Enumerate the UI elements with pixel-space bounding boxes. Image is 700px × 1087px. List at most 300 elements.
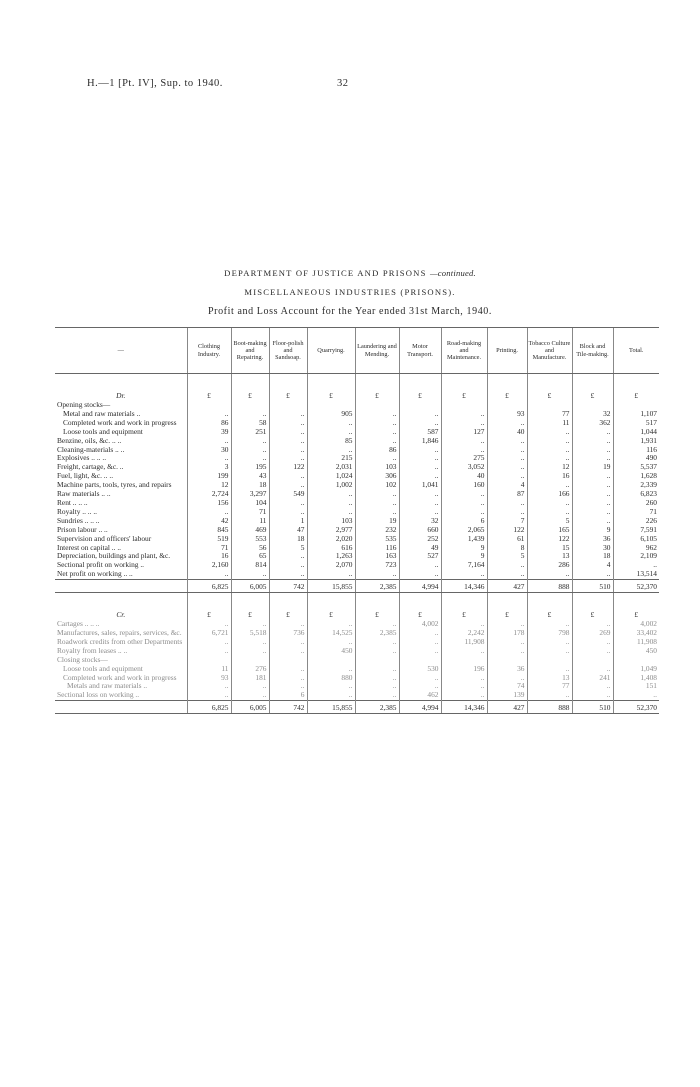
- value-cell: 13,514: [613, 570, 659, 579]
- row-label: Net profit on working .. ..: [57, 569, 133, 579]
- value-cell: 71: [187, 544, 231, 553]
- currency-symbol: £: [572, 388, 613, 401]
- value-cell: 43: [231, 472, 269, 481]
- value-cell: 260: [613, 499, 659, 508]
- row-label: Loose tools and equipment: [63, 663, 143, 673]
- row-label: Fuel, light, &c. .. ..: [57, 471, 114, 481]
- value-cell: ..: [187, 647, 231, 656]
- total-value: 888: [527, 701, 572, 714]
- value-cell: 2,109: [613, 552, 659, 561]
- value-cell: ..: [307, 499, 355, 508]
- empty-cell: [187, 374, 231, 389]
- value-cell: 166: [527, 490, 572, 499]
- value-cell: 1,049: [613, 665, 659, 674]
- total-value: 6,005: [231, 580, 269, 593]
- value-cell: 535: [355, 535, 399, 544]
- row-label: Freight, cartage, &c. ..: [57, 462, 124, 472]
- value-cell: ..: [231, 620, 269, 629]
- value-cell: 9: [441, 544, 487, 553]
- value-cell: 616: [307, 544, 355, 553]
- value-cell: 517: [613, 419, 659, 428]
- value-cell: 40: [487, 428, 527, 437]
- value-cell: 103: [355, 463, 399, 472]
- value-cell: ..: [527, 428, 572, 437]
- value-cell: 16: [187, 552, 231, 561]
- value-cell: ..: [441, 620, 487, 629]
- value-cell: 12: [527, 463, 572, 472]
- spacer-row: [55, 593, 659, 608]
- value-cell: 1,107: [613, 410, 659, 419]
- value-cell: 723: [355, 561, 399, 570]
- value-cell: 553: [231, 535, 269, 544]
- row-label: Raw materials .. ..: [57, 489, 111, 499]
- value-cell: ..: [269, 682, 307, 691]
- value-cell: 1,628: [613, 472, 659, 481]
- value-cell: 1,041: [399, 481, 441, 490]
- value-cell: ..: [572, 481, 613, 490]
- value-cell: ..: [355, 620, 399, 629]
- value-cell: 814: [231, 561, 269, 570]
- value-cell: 362: [572, 419, 613, 428]
- value-cell: 1,002: [307, 481, 355, 490]
- value-cell: ..: [231, 446, 269, 455]
- value-cell: ..: [399, 682, 441, 691]
- value-cell: ..: [269, 620, 307, 629]
- value-cell: 85: [307, 437, 355, 446]
- value-cell: ..: [572, 428, 613, 437]
- row-label: Royalty .. .. ..: [57, 506, 98, 516]
- empty-cell: [269, 374, 307, 389]
- value-cell: ..: [231, 437, 269, 446]
- value-cell: 4,002: [613, 620, 659, 629]
- value-cell: ..: [187, 638, 231, 647]
- value-cell: 42: [187, 517, 231, 526]
- value-cell: ..: [269, 428, 307, 437]
- empty-cell: [307, 593, 355, 608]
- value-cell: 7: [487, 517, 527, 526]
- value-cell: 2,070: [307, 561, 355, 570]
- section-title: MISCELLANEOUS INDUSTRIES (PRISONS).: [244, 287, 456, 297]
- currency-symbol: £: [487, 388, 527, 401]
- value-cell: 151: [613, 682, 659, 691]
- dr-heading: Dr.: [116, 391, 126, 401]
- value-cell: 880: [307, 674, 355, 683]
- value-cell: ..: [527, 446, 572, 455]
- value-cell: 56: [231, 544, 269, 553]
- spacer-cell: [55, 593, 187, 608]
- row-label: Interest on capital .. ..: [57, 542, 122, 552]
- value-cell: 905: [307, 410, 355, 419]
- value-cell: ..: [572, 647, 613, 656]
- value-cell: 6: [269, 691, 307, 700]
- total-value: 52,370: [613, 701, 659, 714]
- total-value: 6,825: [187, 701, 231, 714]
- value-cell: ..: [269, 674, 307, 683]
- value-cell: ..: [231, 682, 269, 691]
- value-cell: ..: [231, 691, 269, 700]
- value-cell: ..: [231, 454, 269, 463]
- value-cell: ..: [487, 472, 527, 481]
- value-cell: ..: [231, 647, 269, 656]
- value-cell: ..: [269, 570, 307, 579]
- empty-cell: [572, 593, 613, 608]
- value-cell: 2,031: [307, 463, 355, 472]
- value-cell: 530: [399, 665, 441, 674]
- value-cell: 11: [527, 419, 572, 428]
- table-row: [55, 570, 659, 579]
- value-cell: ..: [269, 437, 307, 446]
- value-cell: 16: [527, 472, 572, 481]
- value-cell: ..: [441, 508, 487, 517]
- row-label: Royalty from leases .. ..: [57, 645, 128, 655]
- column-header: Total.: [613, 328, 659, 374]
- value-cell: ..: [487, 463, 527, 472]
- value-cell: ..: [487, 638, 527, 647]
- value-cell: ..: [187, 570, 231, 579]
- value-cell: ..: [441, 691, 487, 700]
- total-value: 52,370: [613, 580, 659, 593]
- value-cell: ..: [399, 472, 441, 481]
- value-cell: ..: [572, 691, 613, 700]
- value-cell: ..: [613, 561, 659, 570]
- value-cell: 32: [572, 410, 613, 419]
- account-title: Profit and Loss Account for the Year ended 31st March, 1940.: [207, 306, 492, 317]
- currency-symbol: £: [527, 607, 572, 620]
- header-item-label: —: [55, 328, 187, 374]
- spacer-cell: [55, 374, 187, 389]
- total-value: 427: [487, 701, 527, 714]
- row-label: Completed work and work in progress: [63, 672, 177, 682]
- value-cell: 77: [527, 410, 572, 419]
- value-cell: 9: [572, 526, 613, 535]
- value-cell: 9: [441, 552, 487, 561]
- value-cell: 1: [269, 517, 307, 526]
- value-cell: ..: [355, 419, 399, 428]
- row-label: Benzine, oils, &c. .. ..: [57, 435, 122, 445]
- value-cell: 122: [527, 535, 572, 544]
- currency-symbol: £: [487, 607, 527, 620]
- value-cell: ..: [231, 638, 269, 647]
- empty-cell: [441, 593, 487, 608]
- value-cell: 469: [231, 526, 269, 535]
- value-cell: ..: [307, 682, 355, 691]
- value-cell: ..: [269, 454, 307, 463]
- value-cell: 30: [187, 446, 231, 455]
- value-cell: ..: [487, 499, 527, 508]
- value-cell: ..: [441, 410, 487, 419]
- currency-symbol: £: [613, 607, 659, 620]
- currency-symbol: £: [231, 388, 269, 401]
- value-cell: 32: [399, 517, 441, 526]
- value-cell: ..: [187, 437, 231, 446]
- value-cell: 462: [399, 691, 441, 700]
- value-cell: ..: [269, 472, 307, 481]
- value-cell: ..: [269, 665, 307, 674]
- total-value: 742: [269, 580, 307, 593]
- value-cell: 450: [307, 647, 355, 656]
- currency-symbol: £: [187, 607, 231, 620]
- value-cell: ..: [269, 561, 307, 570]
- row-label: Depreciation, buildings and plant, &c.: [57, 551, 171, 561]
- value-cell: ..: [399, 454, 441, 463]
- currency-symbol: £: [355, 607, 399, 620]
- value-cell: ..: [187, 454, 231, 463]
- value-cell: 102: [355, 481, 399, 490]
- currency-symbol: £: [441, 607, 487, 620]
- empty-cell: [399, 593, 441, 608]
- empty-cell: [572, 374, 613, 389]
- value-cell: ..: [487, 674, 527, 683]
- value-cell: ..: [487, 570, 527, 579]
- value-cell: ..: [399, 647, 441, 656]
- value-cell: ..: [399, 674, 441, 683]
- total-label: [55, 701, 187, 714]
- value-cell: ..: [355, 665, 399, 674]
- spacer-row: [55, 374, 659, 389]
- empty-cell: [613, 593, 659, 608]
- value-cell: 14,525: [307, 629, 355, 638]
- value-cell: ..: [355, 437, 399, 446]
- value-cell: ..: [307, 638, 355, 647]
- value-cell: 36: [487, 665, 527, 674]
- value-cell: 39: [187, 428, 231, 437]
- currency-symbol: £: [613, 388, 659, 401]
- dr-heading-row: [55, 388, 659, 401]
- value-cell: 156: [187, 499, 231, 508]
- currency-symbol: £: [307, 607, 355, 620]
- value-cell: 1,439: [441, 535, 487, 544]
- column-header: Floor-polish and Sandsoap.: [269, 328, 307, 374]
- value-cell: 13: [527, 674, 572, 683]
- value-cell: 33,402: [613, 629, 659, 638]
- total-value: 888: [527, 580, 572, 593]
- value-cell: ..: [187, 691, 231, 700]
- value-cell: 252: [399, 535, 441, 544]
- value-cell: 87: [487, 490, 527, 499]
- value-cell: 195: [231, 463, 269, 472]
- value-cell: 306: [355, 472, 399, 481]
- column-header: Boot-making and Repairing.: [231, 328, 269, 374]
- value-cell: ..: [355, 570, 399, 579]
- value-cell: ..: [269, 446, 307, 455]
- value-cell: ..: [527, 691, 572, 700]
- value-cell: 2,160: [187, 561, 231, 570]
- currency-symbol: £: [307, 388, 355, 401]
- value-cell: 3: [187, 463, 231, 472]
- page-number: 32: [337, 78, 349, 89]
- department-name: DEPARTMENT OF JUSTICE AND PRISONS: [224, 268, 427, 278]
- value-cell: ..: [355, 410, 399, 419]
- value-cell: 40: [441, 472, 487, 481]
- row-label: Closing stocks—: [57, 654, 108, 664]
- total-value: 6,825: [187, 580, 231, 593]
- value-cell: ..: [572, 508, 613, 517]
- row-label: Roadwork credits from other Departments: [57, 636, 183, 646]
- value-cell: 11,908: [441, 638, 487, 647]
- total-value: 4,994: [399, 701, 441, 714]
- cr-total-row: [55, 701, 659, 714]
- value-cell: 527: [399, 552, 441, 561]
- value-cell: 86: [187, 419, 231, 428]
- value-cell: 18: [269, 535, 307, 544]
- value-cell: 61: [487, 535, 527, 544]
- value-cell: ..: [187, 620, 231, 629]
- row-label: Sundries .. .. ..: [57, 515, 100, 525]
- total-value: 14,346: [441, 580, 487, 593]
- value-cell: ..: [307, 446, 355, 455]
- currency-symbol: £: [187, 388, 231, 401]
- value-cell: 8: [487, 544, 527, 553]
- value-cell: ..: [187, 410, 231, 419]
- value-cell: 71: [613, 508, 659, 517]
- value-cell: 549: [269, 490, 307, 499]
- profit-loss-table: [55, 327, 659, 714]
- row-label: Metals and raw materials ..: [67, 681, 148, 691]
- value-cell: 7,591: [613, 526, 659, 535]
- row-label: Machine parts, tools, tyres, and repairs: [57, 480, 172, 490]
- value-cell: 86: [355, 446, 399, 455]
- empty-cell: [613, 374, 659, 389]
- value-cell: 4: [572, 561, 613, 570]
- value-cell: ..: [572, 620, 613, 629]
- empty-cell: [527, 374, 572, 389]
- value-cell: 4,002: [399, 620, 441, 629]
- value-cell: 6,105: [613, 535, 659, 544]
- value-cell: 660: [399, 526, 441, 535]
- value-cell: 2,385: [355, 629, 399, 638]
- value-cell: ..: [613, 691, 659, 700]
- value-cell: 6,823: [613, 490, 659, 499]
- table-row: [55, 647, 659, 656]
- empty-cell: [231, 374, 269, 389]
- row-label: Prison labour .. ..: [57, 524, 108, 534]
- empty-cell: [527, 593, 572, 608]
- value-cell: ..: [527, 620, 572, 629]
- total-value: 427: [487, 580, 527, 593]
- value-cell: ..: [355, 647, 399, 656]
- value-cell: ..: [355, 428, 399, 437]
- value-cell: 276: [231, 665, 269, 674]
- empty-cell: [487, 374, 527, 389]
- value-cell: ..: [269, 419, 307, 428]
- value-cell: 93: [487, 410, 527, 419]
- value-cell: ..: [399, 508, 441, 517]
- value-cell: 490: [613, 454, 659, 463]
- value-cell: ..: [399, 490, 441, 499]
- total-value: 6,005: [231, 701, 269, 714]
- total-value: 4,994: [399, 580, 441, 593]
- value-cell: 178: [487, 629, 527, 638]
- row-label: Cleaning-materials .. ..: [57, 444, 125, 454]
- value-cell: 215: [307, 454, 355, 463]
- value-cell: ..: [441, 437, 487, 446]
- value-cell: 232: [355, 526, 399, 535]
- currency-symbol: £: [355, 388, 399, 401]
- value-cell: ..: [355, 490, 399, 499]
- value-cell: 269: [572, 629, 613, 638]
- value-cell: ..: [441, 499, 487, 508]
- value-cell: ..: [441, 682, 487, 691]
- value-cell: ..: [527, 665, 572, 674]
- value-cell: [307, 656, 355, 665]
- total-value: 2,385: [355, 580, 399, 593]
- value-cell: 2,339: [613, 481, 659, 490]
- value-cell: ..: [441, 647, 487, 656]
- value-cell: 18: [572, 552, 613, 561]
- row-label: Sectional loss on working ..: [57, 690, 140, 700]
- value-cell: ..: [231, 410, 269, 419]
- value-cell: 36: [572, 535, 613, 544]
- row-label: Cartages .. .. ..: [57, 619, 100, 629]
- column-header: Quarrying.: [307, 328, 355, 374]
- running-header: H.—1 [Pt. IV], Sup. to 1940.: [87, 78, 223, 89]
- total-value: 15,855: [307, 701, 355, 714]
- value-cell: ..: [441, 419, 487, 428]
- value-cell: ..: [269, 499, 307, 508]
- row-label: Rent .. .. ..: [57, 497, 88, 507]
- row-label: Explosives .. .. ..: [57, 453, 107, 463]
- value-cell: 116: [355, 544, 399, 553]
- total-value: 15,855: [307, 580, 355, 593]
- currency-symbol: £: [441, 388, 487, 401]
- value-cell: ..: [572, 446, 613, 455]
- empty-cell: [441, 374, 487, 389]
- value-cell: ..: [399, 561, 441, 570]
- value-cell: 122: [269, 463, 307, 472]
- value-cell: ..: [572, 517, 613, 526]
- value-cell: 71: [231, 508, 269, 517]
- value-cell: 798: [527, 629, 572, 638]
- empty-cell: [487, 593, 527, 608]
- column-header: Motor Transport.: [399, 328, 441, 374]
- value-cell: 275: [441, 454, 487, 463]
- column-header: Clothing Industry.: [187, 328, 231, 374]
- row-label: Completed work and work in progress: [63, 417, 177, 427]
- value-cell: 11: [231, 517, 269, 526]
- value-cell: ..: [572, 665, 613, 674]
- value-cell: ..: [399, 410, 441, 419]
- value-cell: ..: [572, 499, 613, 508]
- value-cell: ..: [269, 508, 307, 517]
- value-cell: 241: [572, 674, 613, 683]
- value-cell: ..: [399, 446, 441, 455]
- column-header: Block and Tile-making.: [572, 328, 613, 374]
- empty-cell: [399, 374, 441, 389]
- value-cell: ..: [269, 481, 307, 490]
- value-cell: ..: [187, 682, 231, 691]
- value-cell: 104: [231, 499, 269, 508]
- value-cell: ..: [355, 638, 399, 647]
- total-label: [55, 580, 187, 593]
- value-cell: 13: [527, 552, 572, 561]
- currency-symbol: £: [231, 607, 269, 620]
- value-cell: ..: [355, 454, 399, 463]
- value-cell: 519: [187, 535, 231, 544]
- value-cell: ..: [231, 570, 269, 579]
- cr-heading: Cr.: [116, 610, 126, 620]
- value-cell: ..: [527, 499, 572, 508]
- value-cell: 5: [527, 517, 572, 526]
- value-cell: ..: [572, 682, 613, 691]
- empty-cell: [269, 593, 307, 608]
- value-cell: 286: [527, 561, 572, 570]
- value-cell: ..: [487, 620, 527, 629]
- value-cell: 65: [231, 552, 269, 561]
- value-cell: 5: [487, 552, 527, 561]
- value-cell: 6,721: [187, 629, 231, 638]
- value-cell: 18: [231, 481, 269, 490]
- value-cell: 4: [487, 481, 527, 490]
